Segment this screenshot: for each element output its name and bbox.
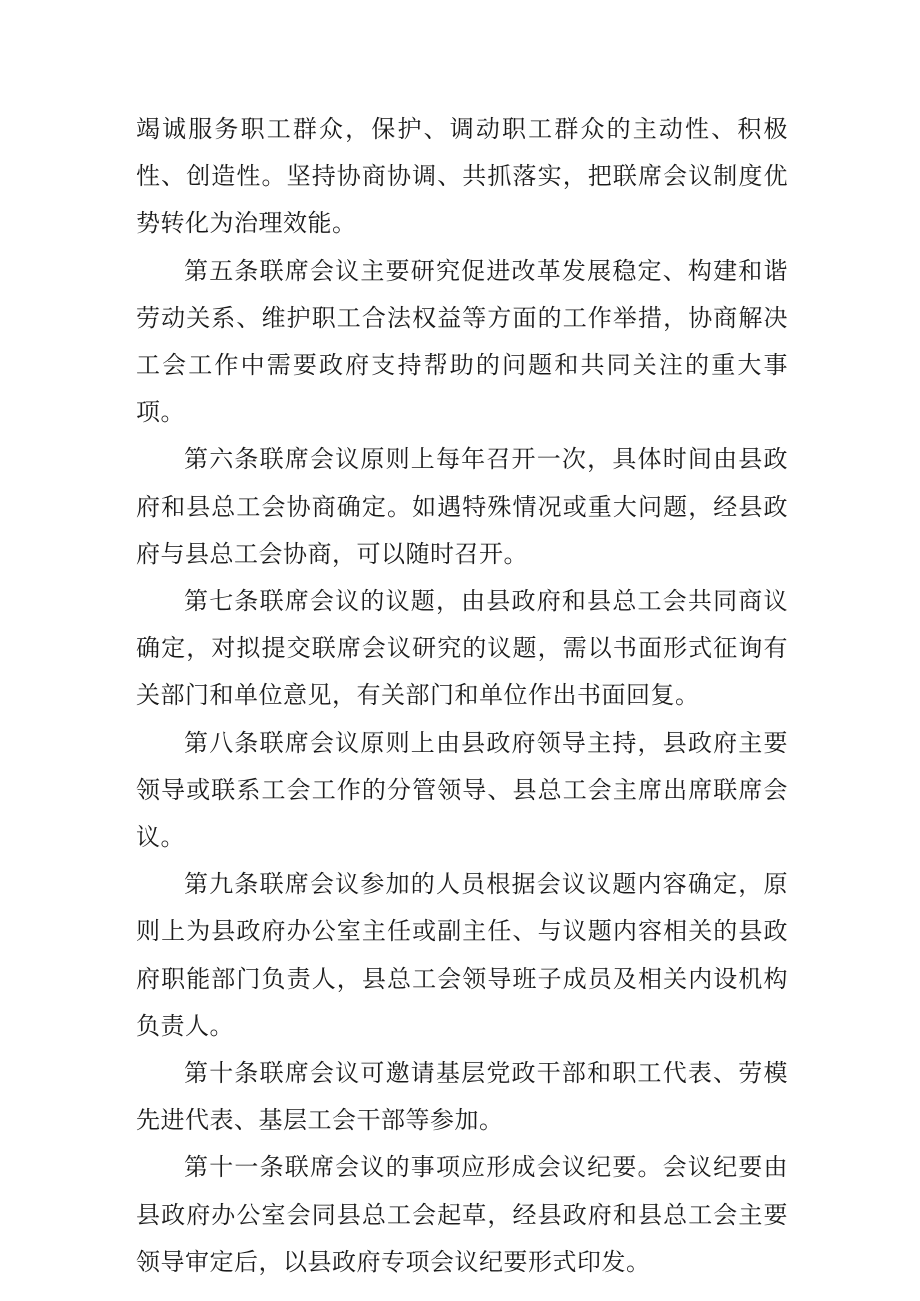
paragraph-article-6: 第六条联席会议原则上每年召开一次，具体时间由县政府和县总工会协商确定。如遇特殊情况或重大问题，经县政府与县总工会协商，可以随时召开。 [136, 445, 788, 568]
paragraph-article-10: 第十条联席会议可邀请基层党政干部和职工代表、劳模先进代表、基层工会干部等参加。 [136, 1059, 788, 1135]
paragraph-article-11: 第十一条联席会议的事项应形成会议纪要。会议纪要由县政府办公室会同县总工会起草，经县政府和县总工会主要领导审定后，以县政府专项会议纪要形式印发。 [136, 1153, 788, 1276]
paragraph-article-8: 第八条联席会议原则上由县政府领导主持，县政府主要领导或联系工会工作的分管领导、县总工会主席出席联席会议。 [136, 728, 788, 852]
paragraph-article-5: 第五条联席会议主要研究促进改革发展稳定、构建和谐劳动关系、维护职工合法权益等方面的工作举措，协商解决工会工作中需要政府支持帮助的问题和共同关注的重大事项。 [136, 256, 788, 427]
paragraph-continuation: 竭诚服务职工群众，保护、调动职工群众的主动性、积极性、创造性。坚持协商协调、共抓落实，把联席会议制度优势转化为治理效能。 [136, 115, 788, 238]
document-body [136, 106, 788, 1286]
paragraph-article-9: 第九条联席会议参加的人员根据会议议题内容确定，原则上为县政府办公室主任或副主任、与议题内容相关的县政府职能部门负责人，县总工会领导班子成员及相关内设机构负责人。 [136, 870, 788, 1040]
paragraph-article-7: 第七条联席会议的议题，由县政府和县总工会共同商议确定，对拟提交联席会议研究的议题，需以书面形式征询有关部门和单位意见，有关部门和单位作出书面回复。 [136, 587, 788, 710]
